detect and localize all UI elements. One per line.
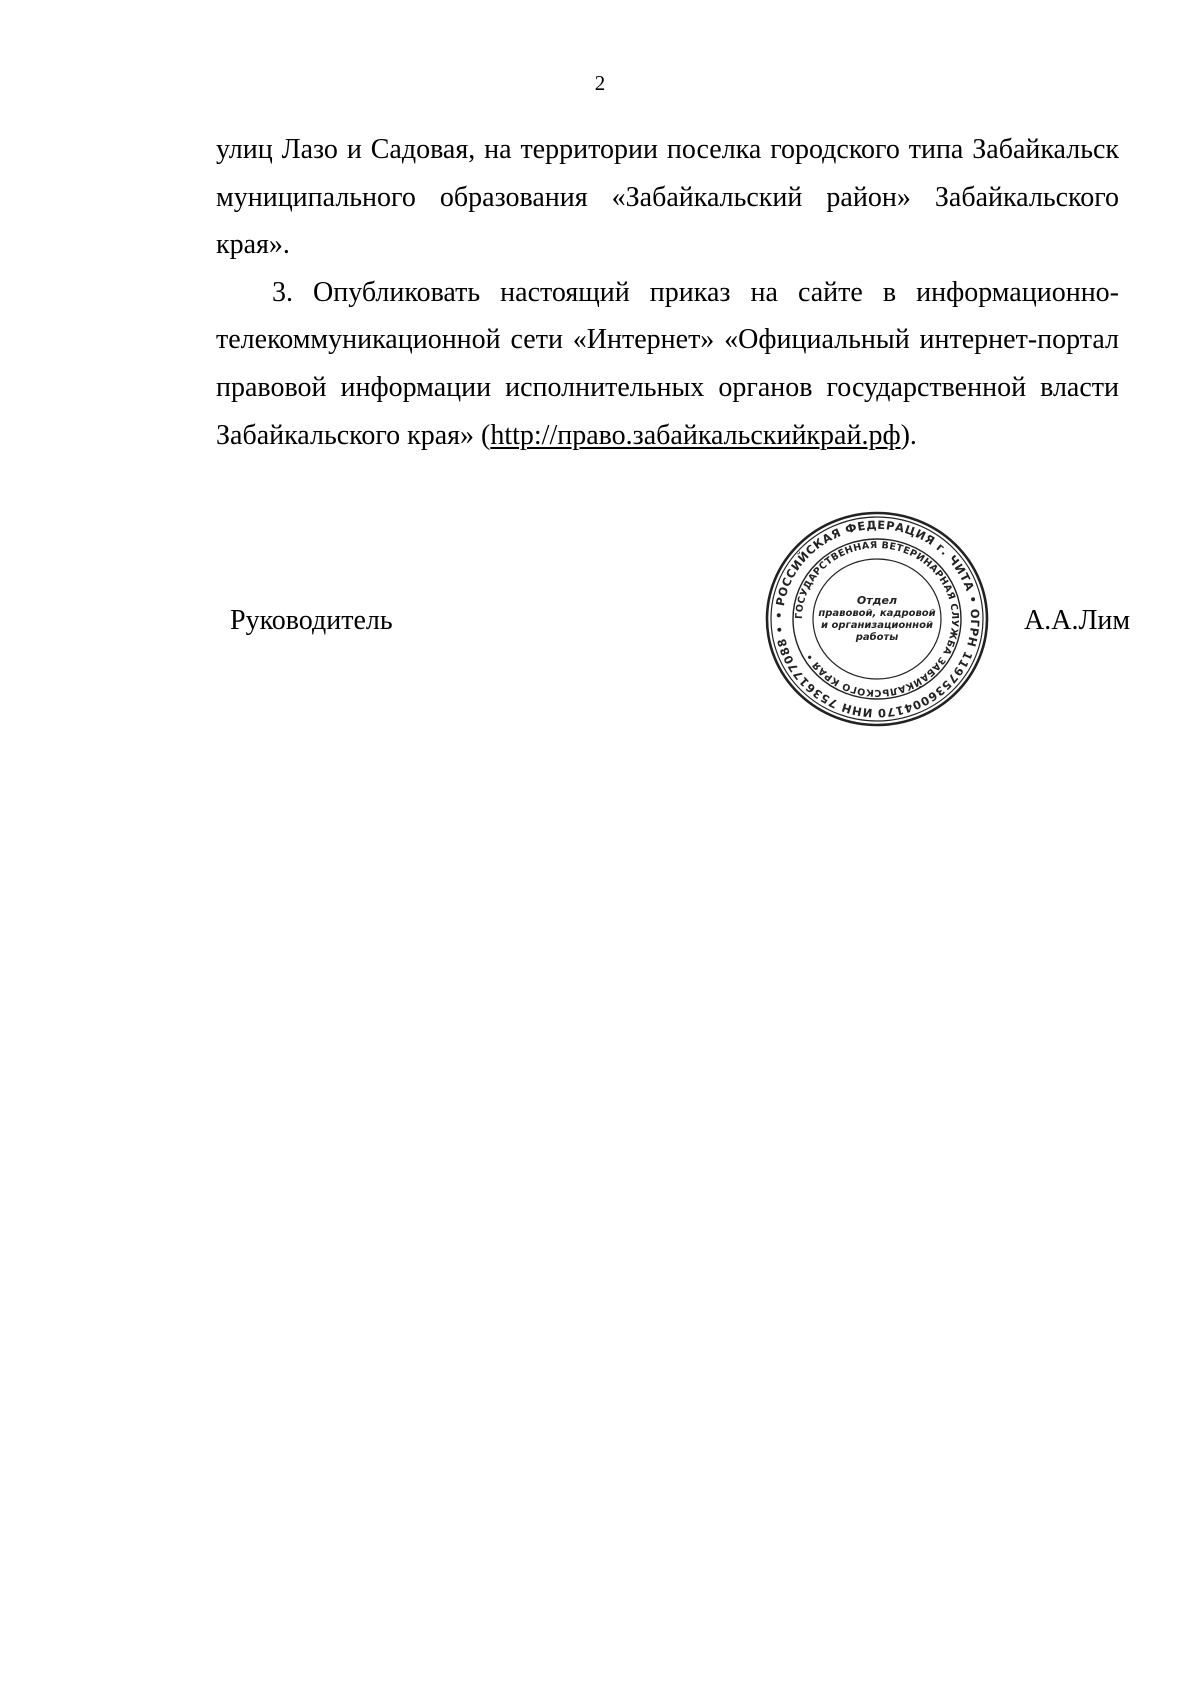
svg-text:ГОСУДАРСТВЕННАЯ ВЕТЕРИНАРНАЯ С: ГОСУДАРСТВЕННАЯ ВЕТЕРИНАРНАЯ СЛУЖБА ЗАБАЙКАЛЬСКОГО КРАЯ • xyxy=(793,539,961,699)
svg-text:работы: работы xyxy=(855,632,899,643)
svg-text:• РОССИЙСКАЯ ФЕДЕРАЦИЯ г. ЧИТА: • РОССИЙСКАЯ ФЕДЕРАЦИЯ г. ЧИТА • ОГРН 1197536004170 ИНН 7536177088 • xyxy=(771,517,983,721)
stamp-seal-icon xyxy=(762,509,992,729)
paragraph-publication-closing: ). xyxy=(900,419,917,451)
svg-text:и организационной: и организационной xyxy=(821,620,933,631)
official-stamp xyxy=(762,509,992,729)
paragraph-publication-text: 3. Опубликовать настоящий приказ на сайте в информационно-телекоммуникационной сети «Интернет» «Официальный интернет-портал правовой информации исполнительных органов государственной власти Забайкальского края» ( xyxy=(216,276,1119,451)
portal-url-link[interactable]: http://право.забайкальскийкрай.рф xyxy=(490,419,901,451)
paragraph-publication xyxy=(216,269,1119,459)
page-number: 2 xyxy=(594,71,606,95)
signatory-title: Руководитель xyxy=(230,605,393,636)
svg-text:Отдел: Отдел xyxy=(856,594,898,607)
svg-text:правовой, кадровой: правовой, кадровой xyxy=(818,608,936,619)
signatory-name: А.А.Лим xyxy=(1024,605,1131,636)
document-body xyxy=(216,126,1119,459)
paragraph-continuation: улиц Лазо и Садовая, на территории поселка городского типа Забайкальск муниципального образования «Забайкальский район» Забайкальского края». xyxy=(216,134,1119,261)
